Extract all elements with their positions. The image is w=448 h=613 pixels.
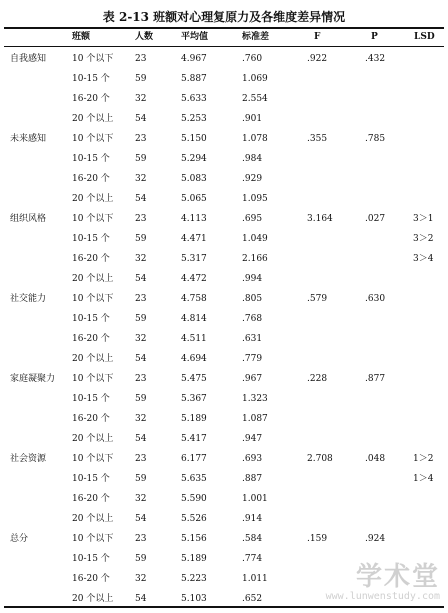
mean-cell: 5.635 [181,474,207,484]
table-row [0,389,448,409]
f-value-cell: .922 [307,54,328,64]
mean-cell: 5.150 [181,134,207,144]
count-cell: 32 [135,174,147,184]
table-row [0,229,448,249]
class-size-cell: 20 个以上 [72,434,114,444]
class-size-cell: 10 个以下 [72,454,114,464]
lsd-cell: 3＞2 [413,234,434,244]
mean-cell: 5.367 [181,394,207,404]
p-value-cell: .785 [365,134,386,144]
count-cell: 32 [135,254,147,264]
table-row [0,129,448,149]
count-cell: 32 [135,494,147,504]
class-size-cell: 10-15 个 [72,74,110,84]
class-size-cell: 10-15 个 [72,554,110,564]
count-cell: 59 [135,554,147,564]
class-size-cell: 10-15 个 [72,394,110,404]
count-cell: 59 [135,154,147,164]
header-mean: 平均值 [181,32,209,42]
count-cell: 54 [135,594,147,604]
group-name: 总分 [10,534,29,544]
table-row [0,269,448,289]
table-row [0,89,448,109]
table-row [0,189,448,209]
count-cell: 59 [135,314,147,324]
count-cell: 23 [135,214,147,224]
header-f: F [314,32,321,42]
class-size-cell: 20 个以上 [72,274,114,284]
count-cell: 32 [135,574,147,584]
mean-cell: 5.253 [181,114,207,124]
watermark-logo [326,563,440,603]
f-value-cell: 3.164 [307,214,333,224]
table-row [0,449,448,469]
class-size-cell: 20 个以上 [72,194,114,204]
mean-cell: 5.417 [181,434,207,444]
table-row [0,209,448,229]
header-lsd: LSD [414,32,435,42]
count-cell: 54 [135,114,147,124]
mean-cell: 5.294 [181,154,207,164]
table-row [0,529,448,549]
group-name: 社交能力 [10,294,47,304]
table-title: 表 2-13 班额对心理复原力及各维度差异情况 [102,10,346,24]
table-header-rule [4,46,444,47]
count-cell: 59 [135,394,147,404]
sd-cell: .914 [242,514,263,524]
class-size-cell: 20 个以上 [72,594,114,604]
count-cell: 59 [135,234,147,244]
header-sd: 标准差 [242,32,270,42]
sd-cell: .994 [242,274,263,284]
mean-cell: 4.758 [181,294,207,304]
mean-cell: 6.177 [181,454,207,464]
group-name: 社会资源 [10,454,47,464]
table-row [0,369,448,389]
sd-cell: .774 [242,554,263,564]
mean-cell: 4.471 [181,234,207,244]
sd-cell: 1.049 [242,234,268,244]
table-header-row [0,27,448,47]
count-cell: 32 [135,334,147,344]
sd-cell: .760 [242,54,263,64]
sd-cell: 1.087 [242,414,268,424]
count-cell: 59 [135,474,147,484]
watermark-url: www.lunwenstudy.com [325,591,440,602]
f-value-cell: .228 [307,374,328,384]
class-size-cell: 16-20 个 [72,174,110,184]
table-row [0,149,448,169]
class-size-cell: 20 个以上 [72,114,114,124]
count-cell: 54 [135,354,147,364]
table-row [0,349,448,369]
class-size-cell: 10 个以下 [72,534,114,544]
mean-cell: 4.472 [181,274,207,284]
sd-cell: .805 [242,294,263,304]
class-size-cell: 10-15 个 [72,154,110,164]
mean-cell: 5.103 [181,594,207,604]
table-row [0,509,448,529]
mean-cell: 5.223 [181,574,207,584]
sd-cell: .779 [242,354,263,364]
class-size-cell: 16-20 个 [72,334,110,344]
sd-cell: .967 [242,374,263,384]
sd-cell: 2.166 [242,254,268,264]
class-size-cell: 10-15 个 [72,474,110,484]
class-size-cell: 16-20 个 [72,414,110,424]
sd-cell: 1.001 [242,494,268,504]
p-value-cell: .048 [365,454,386,464]
count-cell: 59 [135,74,147,84]
sd-cell: 1.078 [242,134,268,144]
count-cell: 54 [135,514,147,524]
count-cell: 23 [135,294,147,304]
header-class: 班额 [72,32,91,42]
class-size-cell: 10 个以下 [72,54,114,64]
class-size-cell: 16-20 个 [72,254,110,264]
sd-cell: 1.011 [242,574,268,584]
f-value-cell: 2.708 [307,454,333,464]
mean-cell: 4.694 [181,354,207,364]
table-row [0,109,448,129]
count-cell: 23 [135,54,147,64]
sd-cell: .901 [242,114,263,124]
class-size-cell: 16-20 个 [72,574,110,584]
header-count: 人数 [135,32,154,42]
p-value-cell: .027 [365,214,386,224]
sd-cell: .584 [242,534,263,544]
mean-cell: 5.317 [181,254,207,264]
mean-cell: 5.156 [181,534,207,544]
class-size-cell: 20 个以上 [72,354,114,364]
lsd-cell: 1＞4 [413,474,434,484]
mean-cell: 5.083 [181,174,207,184]
table-row [0,329,448,349]
f-value-cell: .579 [307,294,328,304]
table-row [0,309,448,329]
lsd-cell: 3＞1 [413,214,434,224]
sd-cell: .652 [242,594,263,604]
p-value-cell: .924 [365,534,386,544]
group-name: 自我感知 [10,54,47,64]
lsd-cell: 3＞4 [413,254,434,264]
count-cell: 23 [135,374,147,384]
sd-cell: .693 [242,454,263,464]
count-cell: 23 [135,534,147,544]
sd-cell: .768 [242,314,263,324]
class-size-cell: 10-15 个 [72,234,110,244]
sd-cell: 1.069 [242,74,268,84]
class-size-cell: 10 个以下 [72,214,114,224]
table-row [0,489,448,509]
table-row [0,409,448,429]
class-size-cell: 20 个以上 [72,514,114,524]
lsd-cell: 1＞2 [413,454,434,464]
table-row [0,169,448,189]
mean-cell: 5.065 [181,194,207,204]
sd-cell: 1.095 [242,194,268,204]
table-row [0,469,448,489]
class-size-cell: 10-15 个 [72,314,110,324]
class-size-cell: 10 个以下 [72,294,114,304]
sd-cell: .631 [242,334,263,344]
table-row [0,69,448,89]
group-name: 未来感知 [10,134,47,144]
sd-cell: .887 [242,474,263,484]
count-cell: 54 [135,434,147,444]
header-p: P [371,32,378,42]
sd-cell: 1.323 [242,394,268,404]
group-name: 家庭凝聚力 [10,374,56,384]
table-row [0,289,448,309]
f-value-cell: .159 [307,534,328,544]
sd-cell: .947 [242,434,263,444]
sd-cell: .929 [242,174,263,184]
count-cell: 32 [135,414,147,424]
table-bottom-rule [4,606,444,608]
count-cell: 54 [135,274,147,284]
sd-cell: 2.554 [242,94,268,104]
class-size-cell: 16-20 个 [72,94,110,104]
mean-cell: 5.189 [181,414,207,424]
mean-cell: 4.511 [181,334,207,344]
sd-cell: .695 [242,214,263,224]
count-cell: 54 [135,194,147,204]
mean-cell: 5.633 [181,94,207,104]
watermark-logo-text: 学术堂 [355,562,440,592]
mean-cell: 5.590 [181,494,207,504]
mean-cell: 4.814 [181,314,207,324]
p-value-cell: .877 [365,374,386,384]
table-row [0,49,448,69]
class-size-cell: 16-20 个 [72,494,110,504]
p-value-cell: .630 [365,294,386,304]
table-row [0,429,448,449]
class-size-cell: 10 个以下 [72,374,114,384]
count-cell: 32 [135,94,147,104]
mean-cell: 5.526 [181,514,207,524]
mean-cell: 5.887 [181,74,207,84]
class-size-cell: 10 个以下 [72,134,114,144]
mean-cell: 4.113 [181,214,207,224]
sd-cell: .984 [242,154,263,164]
p-value-cell: .432 [365,54,386,64]
count-cell: 23 [135,454,147,464]
mean-cell: 5.475 [181,374,207,384]
f-value-cell: .355 [307,134,328,144]
count-cell: 23 [135,134,147,144]
group-name: 组织风格 [10,214,47,224]
mean-cell: 4.967 [181,54,207,64]
mean-cell: 5.189 [181,554,207,564]
table-row [0,249,448,269]
